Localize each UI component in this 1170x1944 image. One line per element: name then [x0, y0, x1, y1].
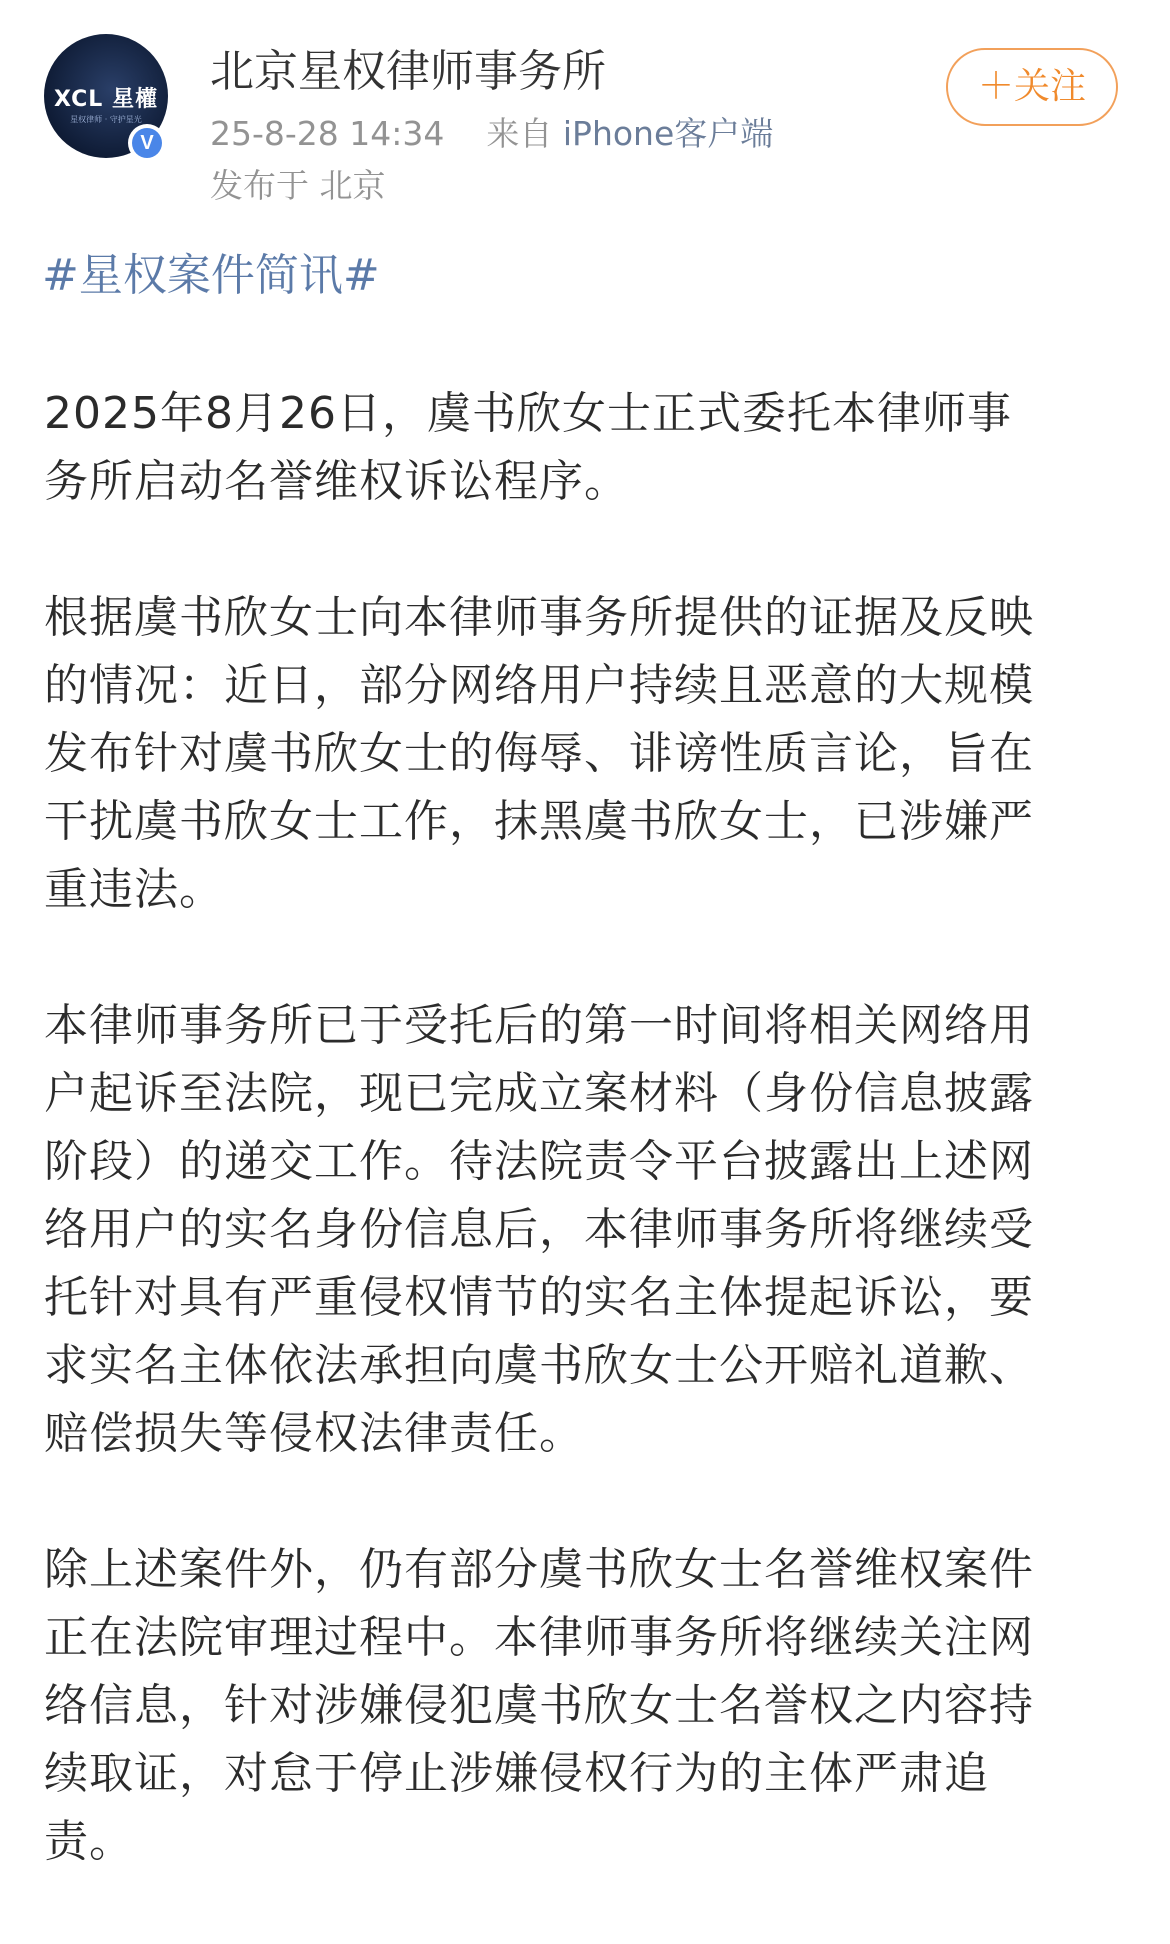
verified-badge-icon — [128, 124, 166, 162]
post-paragraph-2: 根据虞书欣女士向本律师事务所提供的证据及反映 的情况：近日，部分网络用户持续且恶意的大规模 发布针对虞书欣女士的侮辱、诽谤性质言论，旨在 干扰虞书欣女士工作，抹黑虞书欣女士，已涉嫌严 重违法。 — [44, 592, 1034, 915]
post-paragraph-3: 本律师事务所已于受托后的第一时间将相关网络用 户起诉至法院，现已完成立案材料（身份信息披露 阶段）的递交工作。待法院责令平台披露出上述网 络用户的实名身份信息后，本律师事务所将继续受 托针对具有严重侵权情节的实名主体提起诉讼，要 求实名主体依法承担向虞书欣女士公开赔礼道歉、 赔偿损失等侵权法律责任。 — [44, 1000, 1034, 1459]
post-header — [0, 0, 1170, 230]
avatar-subtext: 星权律师 · 守护星光 — [70, 115, 142, 124]
hashtag-link[interactable]: #星权案件简讯# — [42, 250, 380, 301]
source-prefix: 来自 — [486, 114, 553, 153]
follow-button[interactable]: ＋关注 — [946, 48, 1118, 126]
post-body — [44, 380, 1124, 1944]
post-meta — [210, 112, 773, 156]
post-paragraph-4: 除上述案件外，仍有部分虞书欣女士名誉维权案件 正在法院审理过程中。本律师事务所将继续关注网 络信息，针对涉嫌侵犯虞书欣女士名誉权之内容持 续取证，对怠于停止涉嫌侵权行为的主体严肃追 责。 — [44, 1544, 1034, 1867]
avatar-logo: XCL 星權 — [53, 87, 158, 112]
verified-mark: V — [132, 128, 162, 158]
account-name[interactable]: 北京星权律师事务所 — [210, 46, 606, 97]
post-source: iPhone客户端 — [562, 114, 774, 153]
post-paragraph-1: 2025年8月26日，虞书欣女士正式委托本律师事 务所启动名誉维权诉讼程序。 — [44, 388, 1012, 507]
post-location: 发布于 北京 — [210, 166, 386, 205]
post-timestamp: 25-8-28 14:34 — [210, 114, 445, 153]
